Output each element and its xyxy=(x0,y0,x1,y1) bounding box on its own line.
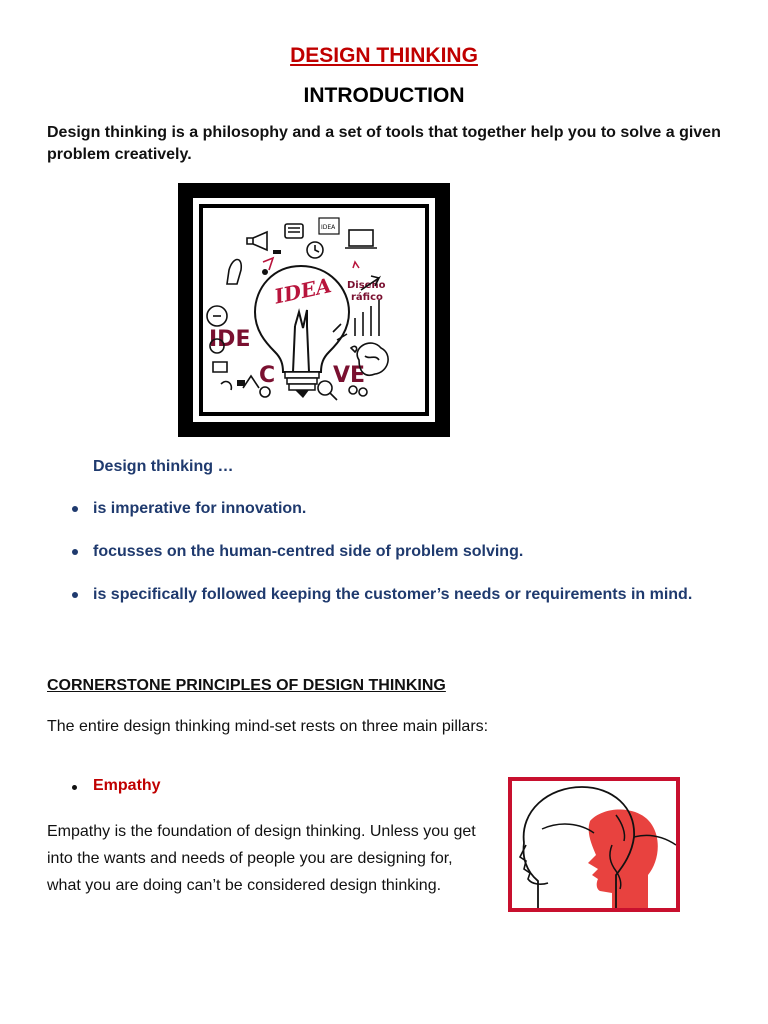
diseno-text: Diseño xyxy=(347,280,386,291)
section-title-introduction: INTRODUCTION xyxy=(303,84,465,107)
principles-heading: CORNERSTONE PRINCIPLES OF DESIGN THINKING xyxy=(47,677,446,694)
pillars-intro: The entire design thinking mind-set rests on three main pillars: xyxy=(47,718,489,735)
grafico-text: ráfico xyxy=(351,292,383,303)
list-item: is imperative for innovation. xyxy=(70,498,720,520)
list-item: focusses on the human-centred side of problem solving. xyxy=(70,541,720,563)
idea-lightbulb-illustration xyxy=(203,208,417,404)
page-title: DESIGN THINKING xyxy=(290,44,478,67)
bulb-idea-label: IDEA xyxy=(272,273,334,309)
idea-tag-text: IDEA xyxy=(321,224,336,231)
creative-word-start: C xyxy=(259,363,276,388)
empathy-illustration-frame xyxy=(508,777,680,912)
design-thinking-points-list xyxy=(70,498,720,627)
creative-word-end: VE xyxy=(333,363,366,388)
empathy-heads-illustration xyxy=(512,781,676,908)
list-item: is specifically followed keeping the customer’s needs or requirements in mind. xyxy=(70,584,720,606)
empathy-title: Empathy xyxy=(70,777,161,795)
idea-side-word: IDE xyxy=(209,327,251,352)
idea-illustration-frame xyxy=(178,183,450,437)
design-thinking-lead: Design thinking … xyxy=(93,458,234,475)
intro-paragraph: Design thinking is a philosophy and a set of tools that together help you to solve a given problem creatively. xyxy=(47,124,721,163)
empathy-paragraph: Empathy is the foundation of design thinking. Unless you get into the wants and needs of people you are designing for, what you are doing can’t be considered design thinking. xyxy=(47,823,476,894)
